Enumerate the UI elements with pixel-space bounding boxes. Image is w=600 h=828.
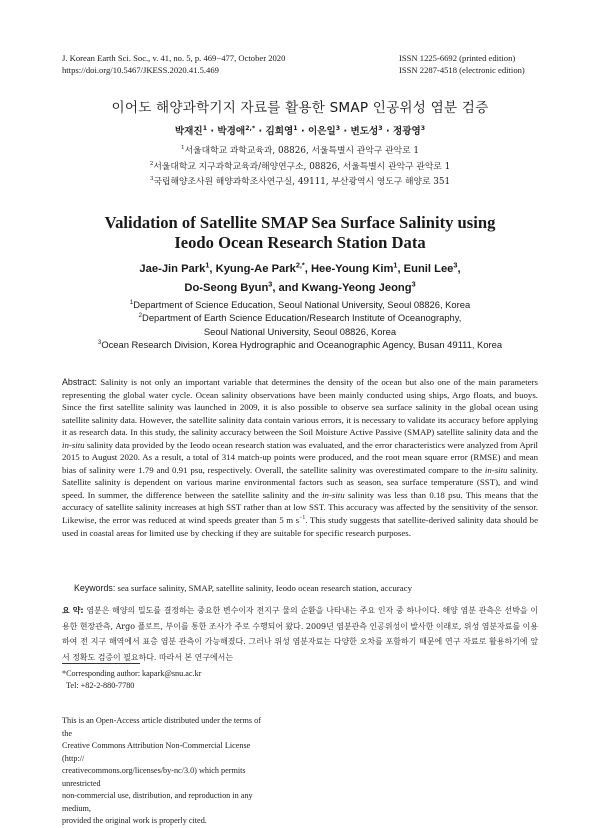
abstract [62, 376, 538, 539]
affiliation-sup: 2 [149, 160, 154, 167]
english-author-name: Kwang-Yeong Jeong [301, 282, 412, 294]
english-author-name: Do-Seong Byun [184, 282, 269, 294]
keywords-label: Keywords: [74, 583, 116, 593]
abstract-insitu-2: in-situ [484, 464, 508, 475]
affiliation-text: 서울대학교 지구과학교육과/해양연구소, 08826, 서울특별시 관악구 관악로 1 [153, 161, 451, 172]
korean-author-name: 박재진 [174, 126, 203, 137]
korean-title: 이어도 해양과학기지 자료를 활용한 SMAP 인공위성 염분 검증 [111, 100, 489, 116]
affiliation-sup: 3 [149, 176, 154, 183]
open-access-line: This is an Open-Access article distributed under the terms of the [62, 716, 261, 738]
english-affiliation [0, 298, 600, 311]
korean-affiliations [0, 144, 600, 191]
abstract-text-4: salinity was less than 0.18 psu. This means that the accuracy of satellite salinity increases at high SST rather than at low SST. This accuracy was affected by the sensitivity of the sensor. Likewise, the error was reduced at wind speeds greater than 5 m s [62, 489, 538, 526]
affiliation-text: 국립해양조사원 해양과학조사연구실, 49111, 부산광역시 영도구 해양로 351 [153, 177, 451, 187]
author-separator: · [382, 126, 393, 137]
affiliation-sup: 2 [138, 312, 143, 320]
author-separator: , [457, 263, 461, 275]
affiliation-text: Department of Science Education, Seoul National University, Seoul 08826, Korea [133, 299, 471, 310]
english-author-sup: 1 [393, 260, 398, 270]
abstract-text-5: . This study suggests that satellite-derived salinity data should be used in coastal areas for limited use by checking if they are suitable for specific research purposes. [62, 515, 538, 538]
korean-author-name: 변도성 [350, 126, 379, 137]
english-affiliations [0, 298, 600, 351]
journal-citation: J. Korean Earth Sci. Soc., v. 41, no. 5, p. 469−477, October 2020 [62, 53, 286, 63]
issn-print: ISSN 1225-6692 (printed edition) [399, 53, 516, 63]
abstract-unit-sup: −1 [299, 515, 306, 522]
abstract-label: Abstract: [62, 377, 97, 387]
korean-author-sup: 3 [378, 124, 383, 132]
korean-author-sup: 3 [335, 124, 341, 132]
author-separator: , [304, 263, 311, 275]
english-title-line2: Ieodo Ocean Research Station Data [174, 233, 426, 252]
open-access-line: non-commercial use, distribution, and reproduction in any medium, [62, 791, 253, 813]
doi-link[interactable]: https://doi.org/10.5467/JKESS.2020.41.5.469 [62, 65, 219, 75]
author-separator: · [207, 126, 218, 137]
author-separator: · [340, 126, 351, 137]
english-authors-line2 [0, 279, 600, 298]
corresponding-author: *Corresponding author: kapark@snu.ac.kr [62, 669, 202, 678]
korean-author-sup: 2,* [245, 124, 256, 132]
author-separator: , and [272, 282, 302, 294]
korean-affiliation [0, 160, 600, 176]
english-title [0, 213, 600, 253]
english-authors [0, 260, 600, 298]
abstract-insitu-3: in-situ [322, 489, 345, 500]
english-author-sup: 1 [205, 260, 210, 270]
korean-author-name: 정광영 [392, 126, 421, 137]
korean-author-sup: 1 [293, 124, 298, 132]
abstract-text-2: salinity data provided by the Ieodo ocean research station was evaluated, and the error characteristics were analyzed from April 2015 to August 2020. As a result, a total of 314 match-up points were produced, and the root mean square error (RMSE) and mean bias of salinity were 1.79 and 0.91 psu, respectively. Overall, the satellite salinity was overestimated compare to the [62, 439, 538, 475]
open-access-notice [62, 715, 262, 828]
open-access-line: creativecommons.org/licenses/by-nc/3.0) which permits unrestricted [62, 766, 246, 788]
telephone: Tel: +82-2-880-7780 [66, 681, 135, 691]
affiliation-sup: 3 [97, 338, 102, 346]
journal-header [62, 52, 285, 76]
korean-affiliation [0, 175, 600, 191]
english-author-name: Jae-Jin Park [139, 263, 206, 275]
korean-affiliation [0, 144, 600, 160]
korean-abstract-text: 염분은 해양의 밀도를 결정하는 중요한 변수이자 전지구 물의 순환을 나타내는 주요 인자 중 하나이다. 해양 염분 관측은 선박을 이용한 현장관측, Argo 플로트, 부이를 통한 조사가 주로 수행되어 왔다. 2009년 염분관측 인공위성이 발사한 이래로, 위성 염분자료를 이용하여 전 지구 해역에서 표층 염분 관측이 가능해졌다. 그러나 위성 염분자료는 다양한 오차를 포함하기 때문에 연구 자료로 활용하기에 앞서 정확도 검증이 필요하다. 따라서 본 연구에서는 [62, 606, 538, 662]
english-affiliation [0, 311, 600, 324]
issn-electronic: ISSN 2287-4518 (electronic edition) [399, 65, 525, 75]
affiliation-text: Seoul National University, Seoul 08826, Korea [203, 325, 397, 337]
footnote [62, 668, 201, 693]
english-affiliation [0, 338, 600, 351]
english-author-sup: 3 [411, 279, 416, 289]
open-access-line: Creative Commons Attribution Non-Commercial License (http:// [62, 741, 251, 763]
korean-authors [0, 123, 600, 137]
korean-author-name: 이은일 [307, 126, 336, 137]
affiliation-sup: 1 [129, 298, 134, 306]
korean-abstract-label: 요 약: [62, 606, 84, 615]
author-separator: · [255, 126, 266, 137]
english-author-sup: 3 [453, 260, 458, 270]
affiliation-text: 서울대학교 과학교육과, 08826, 서울특별시 관악구 관악로 1 [184, 146, 420, 156]
korean-author-sup: 1 [202, 124, 208, 132]
author-separator: , [209, 263, 216, 275]
open-access-line: provided the original work is properly cited. [62, 816, 207, 825]
korean-author-name: 박경애 [217, 126, 246, 137]
korean-author-name: 김희영 [265, 126, 294, 137]
english-author-sup: 2,* [295, 260, 305, 270]
author-separator: · [297, 126, 308, 137]
affiliation-text: Ocean Research Division, Korea Hydrographic and Oceanographic Agency, Busan 49111, Korea [101, 338, 503, 350]
english-affiliation [0, 325, 600, 338]
english-author-sup: 3 [268, 279, 273, 289]
keywords [74, 582, 538, 594]
english-author-name: Kyung-Ae Park [215, 263, 296, 275]
affiliation-sup: 1 [180, 145, 185, 152]
abstract-text-1: Salinity is not only an important variable that determines the density of the ocean but also one of the main parameters representing the global water cycle. Ocean salinity observations have been mainly conducted using ships, Argo floats, and buoys. Since the first satellite salinity was launched in 2009, it is also possible to observe sea surface salinity in the global ocean using satellite salinity data. However, the satellite salinity data contain various errors, it is necessary to validate its accuracy before applying it as research data. In this study, the salinity accuracy between the Soil Moisture Active Passive (SMAP) satellite salinity data and the [62, 377, 538, 438]
abstract-insitu-1: in-situ [62, 439, 85, 450]
issn-header [399, 52, 525, 76]
keywords-text: sea surface salinity, SMAP, satellite salinity, Ieodo ocean research station, accuracy [115, 583, 413, 593]
abstract-text-3: salinity. Satellite salinity is dependent on various marine environmental factors such as season, sea surface temperature (SST), and wind speed. In summer, the difference between the satellite salinity and the [62, 464, 538, 500]
korean-author-sup: 3 [420, 124, 426, 132]
english-authors-line1 [0, 260, 600, 279]
english-title-line1: Validation of Satellite SMAP Sea Surface Salinity using [104, 213, 496, 232]
english-author-name: Hee-Young Kim [310, 263, 394, 275]
english-author-name: Eunil Lee [403, 263, 454, 275]
author-separator: , [397, 263, 404, 275]
footnote-divider [62, 663, 140, 664]
affiliation-text: Department of Earth Science Education/Research Institute of Oceanography, [142, 312, 462, 324]
korean-abstract [62, 603, 538, 665]
